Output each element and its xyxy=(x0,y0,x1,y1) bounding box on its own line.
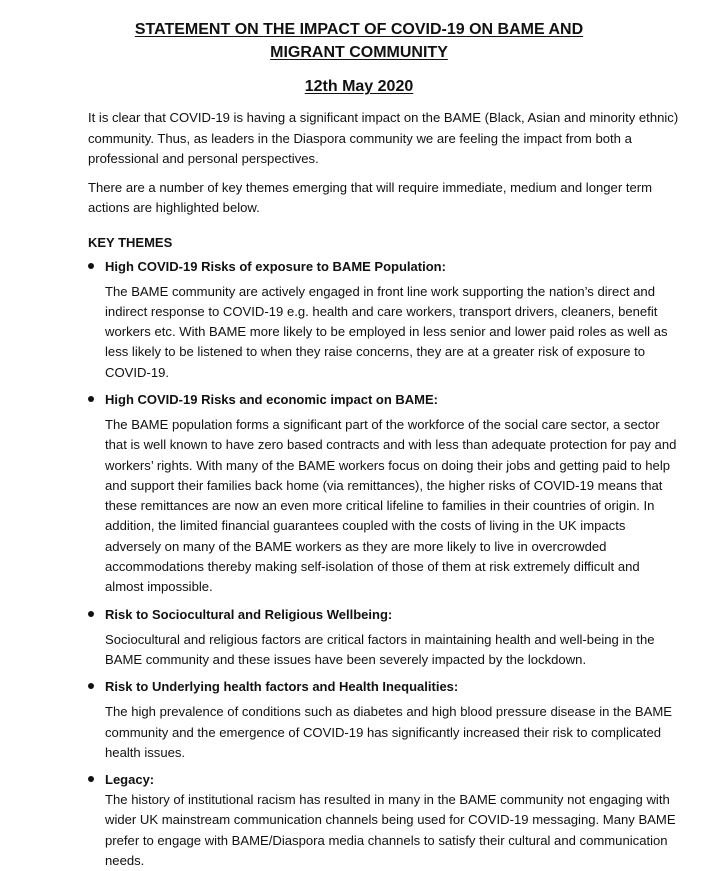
theme-body: The BAME community are actively engaged in front line work supporting the nation’s direct and indirect response to COVID-19 e.g. health and care workers, transport drivers, cleaners, benefit workers etc. With BAME more likely to be employed in less senior and lower paid roles as well as less likely to be listened to when they raise concerns, they are at a greater risk of exposure to COVID-19. xyxy=(105,282,680,383)
bullet-icon xyxy=(88,263,94,269)
theme-heading: High COVID-19 Risks of exposure to BAME Population: xyxy=(105,257,680,277)
theme-body: Sociocultural and religious factors are critical factors in maintaining health and well-being in the BAME community and these issues have been severely impacted by the lockdown. xyxy=(105,630,680,671)
theme-item xyxy=(88,677,680,763)
theme-item xyxy=(88,770,680,871)
bullet-icon xyxy=(88,396,94,402)
theme-item xyxy=(88,257,680,383)
theme-item xyxy=(88,605,680,671)
theme-body: The BAME population forms a significant part of the workforce of the social care sector, a sector that is well known to have zero based contracts and with less than adequate protection for pay and workers’ rights. With many of the BAME workers focus on doing their jobs and getting paid to help and support their families back home (via remittances), the higher risks of COVID-19 means that these remittances are now an even more critical lifeline to families in their countries of origin. In addition, the limited financial guarantees coupled with the costs of living in the UK impacts adversely on many of the BAME workers as they are more likely to live in overcrowded accommodations thereby making self-isolation of those of them at risk extremely difficult and almost impossible. xyxy=(105,415,680,598)
theme-heading: Risk to Sociocultural and Religious Wellbeing: xyxy=(105,605,680,625)
bullet-icon xyxy=(88,776,94,782)
themes-list xyxy=(88,257,680,871)
document-date: 12th May 2020 xyxy=(38,76,680,98)
theme-body: The high prevalence of conditions such as diabetes and high blood pressure disease in the BAME community and the emergence of COVID-19 has significantly increased their risk to complicated health issues. xyxy=(105,702,680,763)
theme-body: The history of institutional racism has resulted in many in the BAME community not engaging with wider UK mainstream communication channels being used for COVID-19 messaging. Many BAME prefer to engage with BAME/Diaspora media channels to satisfy their cultural and communication needs. xyxy=(105,790,680,871)
intro-paragraph-2: There are a number of key themes emerging that will require immediate, medium and longer term actions are highlighted below. xyxy=(88,178,680,219)
intro-paragraph-1: It is clear that COVID-19 is having a significant impact on the BAME (Black, Asian and minority ethnic) community. Thus, as leaders in the Diaspora community we are feeling the impact from both a professional and personal perspectives. xyxy=(88,108,680,170)
theme-heading: Legacy: xyxy=(105,770,680,790)
title-line-2: MIGRANT COMMUNITY xyxy=(38,41,680,64)
theme-heading: Risk to Underlying health factors and Health Inequalities: xyxy=(105,677,680,697)
document-title xyxy=(38,18,680,64)
key-themes-heading: KEY THEMES xyxy=(88,233,680,253)
title-line-1: STATEMENT ON THE IMPACT OF COVID-19 ON BAME AND xyxy=(38,18,680,41)
bullet-icon xyxy=(88,611,94,617)
theme-item xyxy=(88,390,680,598)
bullet-icon xyxy=(88,683,94,689)
theme-heading: High COVID-19 Risks and economic impact on BAME: xyxy=(105,390,680,410)
